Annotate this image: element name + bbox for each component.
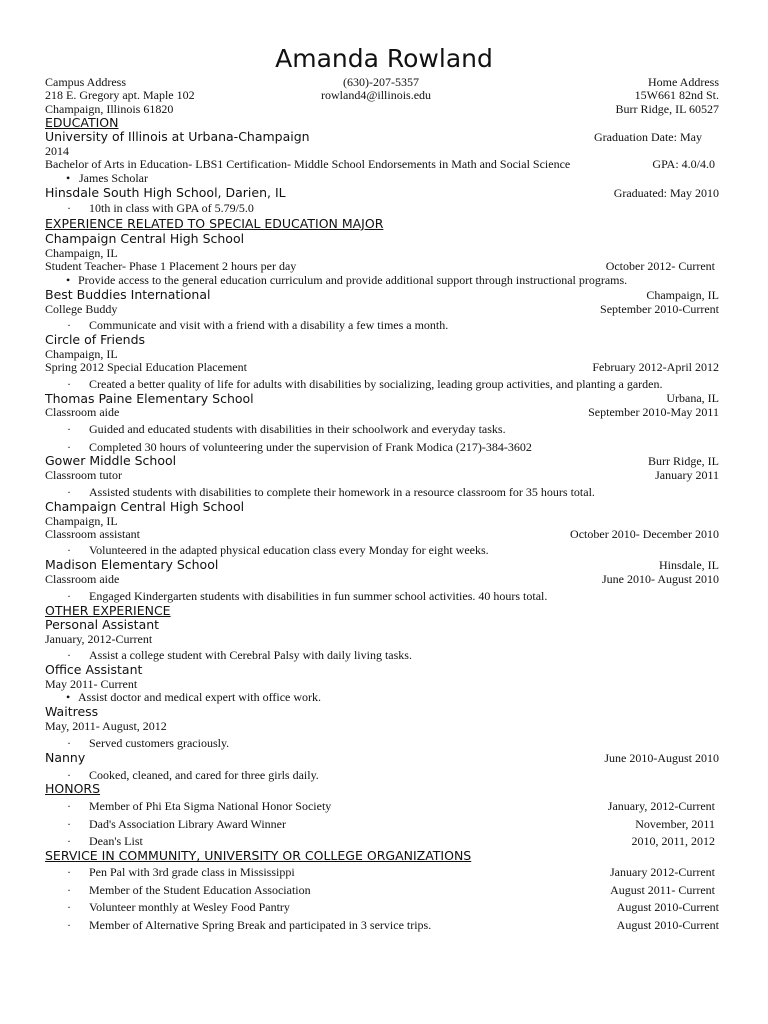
- service-item: Pen Pal with 3rd grade class in Mississippi: [89, 865, 295, 879]
- other-job-date: May 2011- Current: [45, 677, 138, 691]
- other-job-title: Waitress: [45, 704, 99, 719]
- experience-role: Spring 2012 Special Education Placement: [45, 360, 247, 374]
- service-item: Member of the Student Education Association: [89, 883, 311, 897]
- bullet-icon: ·: [67, 318, 71, 332]
- bullet-icon: ·: [67, 865, 71, 879]
- experience-organization: Champaign Central High School: [45, 499, 245, 514]
- experience-date: September 2010-Current: [600, 302, 719, 316]
- bullet-icon: ·: [67, 900, 71, 914]
- honor-date: January, 2012-Current: [607, 799, 715, 813]
- experience-organization: Circle of Friends: [45, 332, 146, 347]
- bullet-icon: ·: [67, 918, 71, 932]
- bullet-icon: ·: [67, 377, 71, 391]
- campus-address-label: Campus Address: [45, 75, 126, 89]
- experience-role: Classroom assistant: [45, 527, 140, 541]
- education-honor: James Scholar: [79, 171, 148, 185]
- bullet-icon: •: [66, 171, 71, 185]
- education-high-school: Hinsdale South High School, Darien, IL: [45, 185, 286, 200]
- other-job-date: January, 2012-Current: [45, 632, 153, 646]
- education-degree: Bachelor of Arts in Education- LBS1 Certification- Middle School Endorsements in Math and Social Science: [45, 157, 571, 171]
- bullet-icon: ·: [67, 883, 71, 897]
- other-job-date: May, 2011- August, 2012: [45, 719, 167, 733]
- education-graduation-year: 2014: [45, 144, 69, 158]
- section-experience-heading: EXPERIENCE RELATED TO SPECIAL EDUCATION MAJOR: [45, 216, 384, 231]
- honor-item: Dean's List: [89, 834, 143, 848]
- phone-number: (630)-207-5357: [343, 75, 419, 89]
- honor-item: Dad's Association Library Award Winner: [89, 817, 286, 831]
- bullet-icon: ·: [67, 834, 71, 848]
- experience-organization: Champaign Central High School: [45, 231, 245, 246]
- experience-detail: Provide access to the general education curriculum and provide additional support through instructional programs.: [78, 273, 628, 287]
- other-job-title: Office Assistant: [45, 662, 143, 677]
- bullet-icon: ·: [67, 648, 71, 662]
- experience-location: Hinsdale, IL: [659, 558, 719, 572]
- experience-role: Classroom aide: [45, 405, 120, 419]
- bullet-icon: ·: [67, 736, 71, 750]
- honor-date: 2010, 2011, 2012: [631, 834, 715, 848]
- experience-date: October 2010- December 2010: [570, 527, 719, 541]
- education-hs-rank: 10th in class with GPA of 5.79/5.0: [89, 201, 254, 215]
- section-education-heading: EDUCATION: [45, 115, 119, 130]
- experience-detail: Guided and educated students with disabilities in their schoolwork and everyday tasks.: [89, 422, 506, 436]
- experience-detail: Completed 30 hours of volunteering under the supervision of Frank Modica (217)-384-3602: [89, 440, 532, 454]
- campus-address-line1: 218 E. Gregory apt. Maple 102: [45, 88, 195, 102]
- experience-organization: Madison Elementary School: [45, 557, 219, 572]
- resume-name: Amanda Rowland: [275, 44, 493, 73]
- honor-item: Member of Phi Eta Sigma National Honor Society: [89, 799, 332, 813]
- experience-organization: Thomas Paine Elementary School: [45, 391, 254, 406]
- experience-organization: Gower Middle School: [45, 453, 177, 468]
- experience-detail: Created a better quality of life for adults with disabilities by socializing, leading group activities, and planting a garden.: [89, 377, 663, 391]
- experience-role: Student Teacher- Phase 1 Placement 2 hours per day: [45, 259, 297, 273]
- service-item: Member of Alternative Spring Break and participated in 3 service trips.: [89, 918, 432, 932]
- experience-location: Urbana, IL: [666, 391, 719, 405]
- home-address-line2: Burr Ridge, IL 60527: [615, 102, 719, 116]
- other-job-detail: Assist doctor and medical expert with office work.: [78, 690, 322, 704]
- experience-role: Classroom tutor: [45, 468, 122, 482]
- experience-location: Champaign, IL: [45, 347, 118, 361]
- experience-detail: Assisted students with disabilities to complete their homework in a resource classroom for 35 hours total.: [89, 485, 595, 499]
- experience-location: Champaign, IL: [45, 514, 118, 528]
- campus-address-line2: Champaign, Illinois 61820: [45, 102, 174, 116]
- experience-location: Burr Ridge, IL: [648, 454, 719, 468]
- experience-date: September 2010-May 2011: [588, 405, 719, 419]
- experience-date: October 2012- Current: [605, 259, 715, 273]
- bullet-icon: ·: [67, 422, 71, 436]
- other-job-date: June 2010-August 2010: [604, 751, 719, 765]
- home-address-label: Home Address: [648, 75, 719, 89]
- experience-organization: Best Buddies International: [45, 287, 211, 302]
- other-job-detail: Cooked, cleaned, and cared for three girls daily.: [89, 768, 319, 782]
- experience-location: Champaign, IL: [45, 246, 118, 260]
- experience-detail: Engaged Kindergarten students with disabilities in fun summer school activities. 40 hours total.: [89, 589, 548, 603]
- bullet-icon: ·: [67, 589, 71, 603]
- bullet-icon: •: [66, 690, 71, 704]
- bullet-icon: ·: [67, 201, 71, 215]
- other-job-title: Nanny: [45, 750, 86, 765]
- bullet-icon: •: [66, 273, 71, 287]
- other-job-title: Personal Assistant: [45, 617, 160, 632]
- service-date: August 2010-Current: [616, 918, 719, 932]
- experience-detail: Volunteered in the adapted physical education class every Monday for eight weeks.: [89, 543, 489, 557]
- bullet-icon: ·: [67, 440, 71, 454]
- experience-date: January 2011: [655, 468, 719, 482]
- service-item: Volunteer monthly at Wesley Food Pantry: [89, 900, 290, 914]
- experience-date: June 2010- August 2010: [602, 572, 719, 586]
- section-other-experience-heading: OTHER EXPERIENCE: [45, 603, 171, 618]
- section-honors-heading: HONORS: [45, 781, 101, 796]
- education-graduation-date: Graduation Date: May: [594, 130, 702, 144]
- bullet-icon: ·: [67, 543, 71, 557]
- other-job-detail: Served customers graciously.: [89, 736, 230, 750]
- service-date: August 2011- Current: [610, 883, 715, 897]
- section-service-heading: SERVICE IN COMMUNITY, UNIVERSITY OR COLLEGE ORGANIZATIONS: [45, 848, 472, 863]
- bullet-icon: ·: [67, 485, 71, 499]
- service-date: August 2010-Current: [616, 900, 719, 914]
- experience-date: February 2012-April 2012: [592, 360, 719, 374]
- education-gpa: GPA: 4.0/4.0: [652, 157, 715, 171]
- bullet-icon: ·: [67, 817, 71, 831]
- experience-detail: Communicate and visit with a friend with a disability a few times a month.: [89, 318, 449, 332]
- honor-date: November, 2011: [635, 817, 715, 831]
- experience-role: College Buddy: [45, 302, 118, 316]
- education-hs-graduation: Graduated: May 2010: [613, 186, 719, 200]
- other-job-detail: Assist a college student with Cerebral Palsy with daily living tasks.: [89, 648, 412, 662]
- home-address-line1: 15W661 82nd St.: [634, 88, 719, 102]
- email-address: rowland4@illinois.edu: [321, 88, 432, 102]
- service-date: January 2012-Current: [610, 865, 715, 879]
- bullet-icon: ·: [67, 768, 71, 782]
- experience-role: Classroom aide: [45, 572, 120, 586]
- experience-location: Champaign, IL: [646, 288, 719, 302]
- education-university: University of Illinois at Urbana-Champaign: [45, 129, 310, 144]
- bullet-icon: ·: [67, 799, 71, 813]
